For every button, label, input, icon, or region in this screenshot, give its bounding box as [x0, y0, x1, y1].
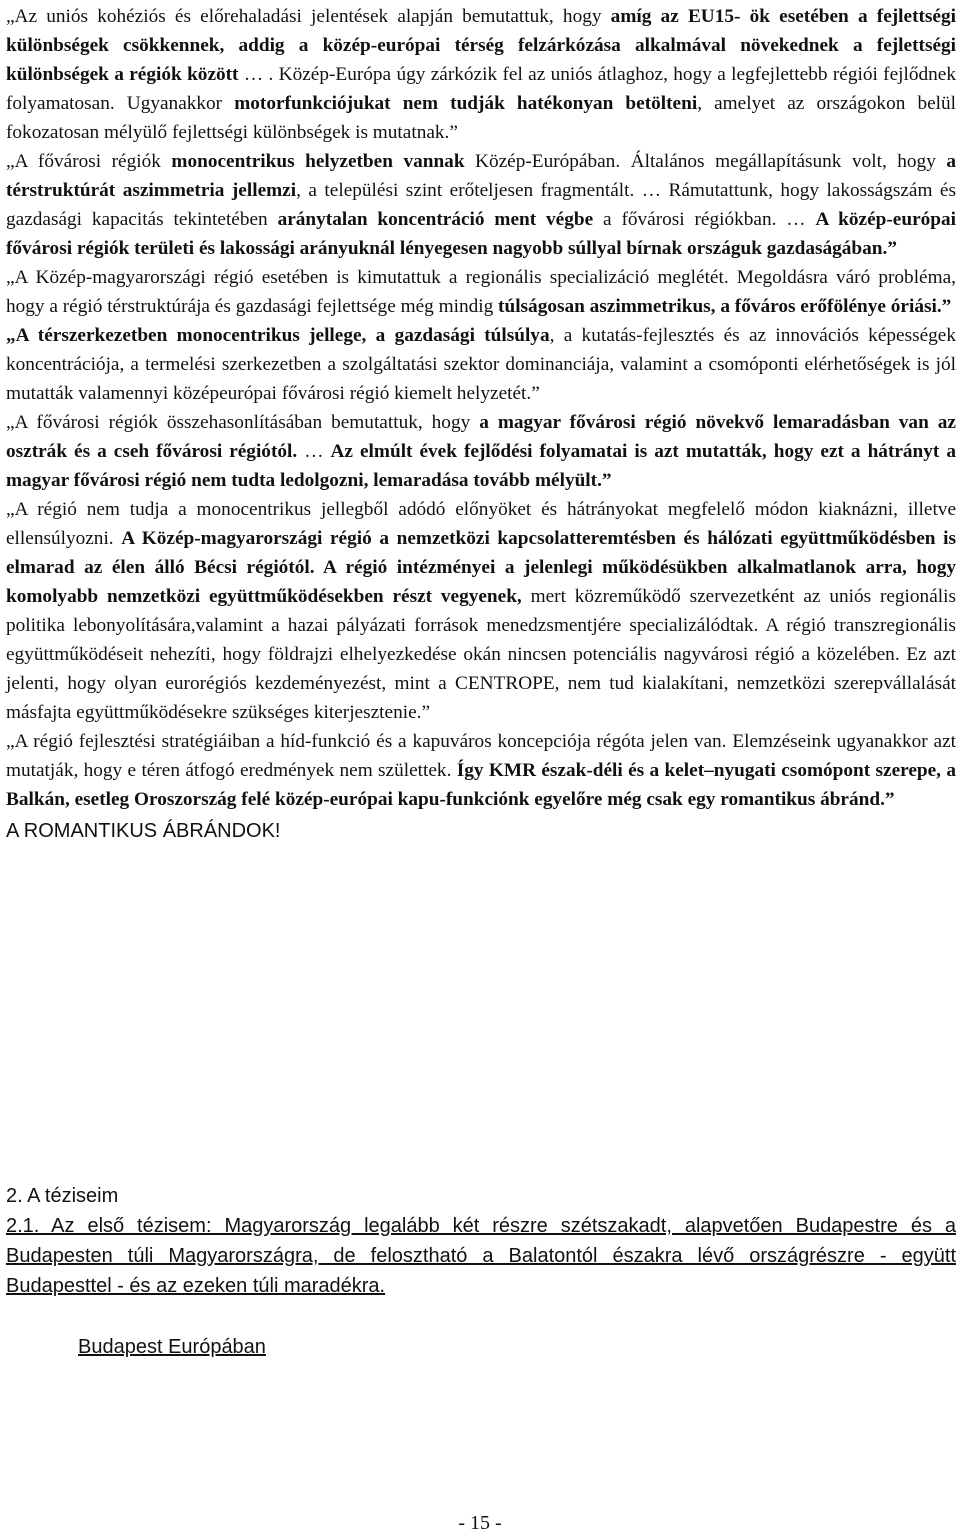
- text-run: , amelyet az országokon belül fokozatosan mélyülő fejlettségi különbségek is mutatnak.”: [6, 93, 957, 143]
- thesis-text: 2.1. Az első tézisem: Magyarország legalább két részre szétszakadt, alapvetően Budapestre és a Budapesten túli Magyarországra, de felosztható a Balatontól északra lévő országrészre - együtt Budapesttel - és az ezeken túli maradékra.: [6, 1215, 956, 1297]
- paragraph: [6, 321, 956, 408]
- bold-text-run: amíg az EU15- ök esetében a fejlettségi különbségek csökkennek, addig a közép-európai térség felzárkózása alkalmával növekednek a fejlettségi különbségek a régiók között: [6, 6, 956, 85]
- paragraph: [6, 727, 956, 814]
- bold-text-run: aránytalan koncentráció ment végbe: [277, 209, 594, 230]
- bold-text-run: „A térszerkezetben monocentrikus jellege, a gazdasági túlsúlya: [6, 325, 550, 346]
- subheading: Budapest Európában: [78, 1336, 266, 1358]
- text-run: mert közreműködő szervezetként az uniós regionális politika lebonyolítására,valamint a hazai pályázati források menedzsmentjére specializálódtak. A régió transzregionális együttműködéseit nehezíti, hogy földrajzi elhelyezkedése okán nincsen potenciális nagyvárosi régió a közelében. Ez azt jelenti, hogy olyan eurorégiós kezdeményezést, mint a CENTROPE, nem tud kialakítani, nemzetközi szerepvállalását másfajta együttműködésekre szükséges kiterjesztenie.”: [6, 586, 956, 723]
- bold-text-run: motorfunkciójukat nem tudják hatékonyan betölteni: [234, 93, 698, 114]
- paragraph: [6, 495, 956, 727]
- bold-text-run: a magyar fővárosi régió növekvő lemaradásban van az osztrák és a cseh fővárosi régiótól.: [6, 412, 956, 462]
- page-number: - 15 -: [458, 1512, 502, 1534]
- bold-text-run: Az elmúlt évek fejlődési folyamatai is azt mutatták, hogy ezt a hátrányt a magyar fővárosi régió nem tudta ledolgozni, lemaradása tovább mélyült.”: [6, 441, 956, 491]
- text-run: „A régió fejlesztési stratégiáiban a híd-funkció és a kapuváros koncepciója régóta jelen van. Elemzéseink ugyanakkor azt mutatják, hogy e téren átfogó eredmények nem születtek.: [6, 731, 956, 781]
- text-run: , a kutatás-fejlesztés és az innovációs képességek koncentrációja, a termelési szerkezetben a szolgáltatási szektor dominanciája, valamint a csomóponti elérhetőségek is jól mutatták valamennyi középeurópai fővárosi régió kiemelt helyzetét.”: [6, 325, 956, 404]
- text-run: „A Közép-magyarországi régió esetében is kimutattuk a regionális specializáció meglétét. Megoldásra váró probléma, hogy a régió térstruktúrája és gazdasági fejlettsége még mindig: [6, 267, 956, 317]
- text-run: a fővárosi régiókban. …: [593, 209, 816, 230]
- bold-text-run: túlságosan aszimmetrikus, a főváros erőfölénye óriási.”: [498, 296, 952, 317]
- bold-text-run: monocentrikus helyzetben vannak: [171, 151, 465, 172]
- bold-text-run: A közép-európai fővárosi régiók területi és lakossági arányuknál lényegesen nagyobb súllyal bírnak országuk gazdaságában.”: [6, 209, 956, 259]
- romantic-note: A ROMANTIKUS ÁBRÁNDOK!: [6, 820, 281, 842]
- paragraph: [6, 408, 956, 495]
- text-run: „A fővárosi régiók összehasonlításában bemutattuk, hogy: [6, 412, 480, 433]
- text-run: Közép-Európában. Általános megállapításunk volt, hogy: [464, 151, 947, 172]
- text-run: „A fővárosi régiók: [6, 151, 172, 172]
- text-run: „A régió nem tudja a monocentrikus jellegből adódó előnyöket és hátrányokat megfelelő módon kiaknázni, illetve ellensúlyozni.: [6, 499, 956, 549]
- bold-text-run: Így KMR észak-déli és a kelet–nyugati csomópont szerepe, a Balkán, esetleg Oroszország felé közép-európai kapu-funkciónk egyelőre még csak egy romantikus ábránd.”: [6, 760, 956, 810]
- body-text: [6, 2, 956, 846]
- text-run: „Az uniós kohéziós és előrehaladási jelentések alapján bemutattuk, hogy: [6, 6, 611, 27]
- paragraph: [6, 263, 956, 321]
- paragraph: [6, 2, 956, 147]
- bold-text-run: a térstruktúrát aszimmetria jellemzi: [6, 151, 956, 201]
- bold-text-run: A Közép-magyarországi régió a nemzetközi kapcsolatteremtésben és hálózati együttműködésben is elmarad az élen álló Bécsi régiótól. A régió intézményei a jelenlegi működésükben alkalmatlanok arra, hogy komolyabb nemzetközi együttműködésekben részt vegyenek,: [6, 528, 957, 607]
- text-run: … . Közép-Európa úgy zárkózik fel az uniós átlaghoz, hogy a legfejlettebb régiói fejlődnek folyamatosan. Ugyanakkor: [6, 64, 956, 114]
- section-heading: 2. A téziseim: [6, 1185, 119, 1207]
- text-run: …: [297, 441, 331, 462]
- text-run: , a települési szint erőteljesen fragmentált. … Rámutattunk, hogy lakosságszám és gazdasági kapacitás tekintetében: [6, 180, 956, 230]
- paragraph: [6, 147, 956, 263]
